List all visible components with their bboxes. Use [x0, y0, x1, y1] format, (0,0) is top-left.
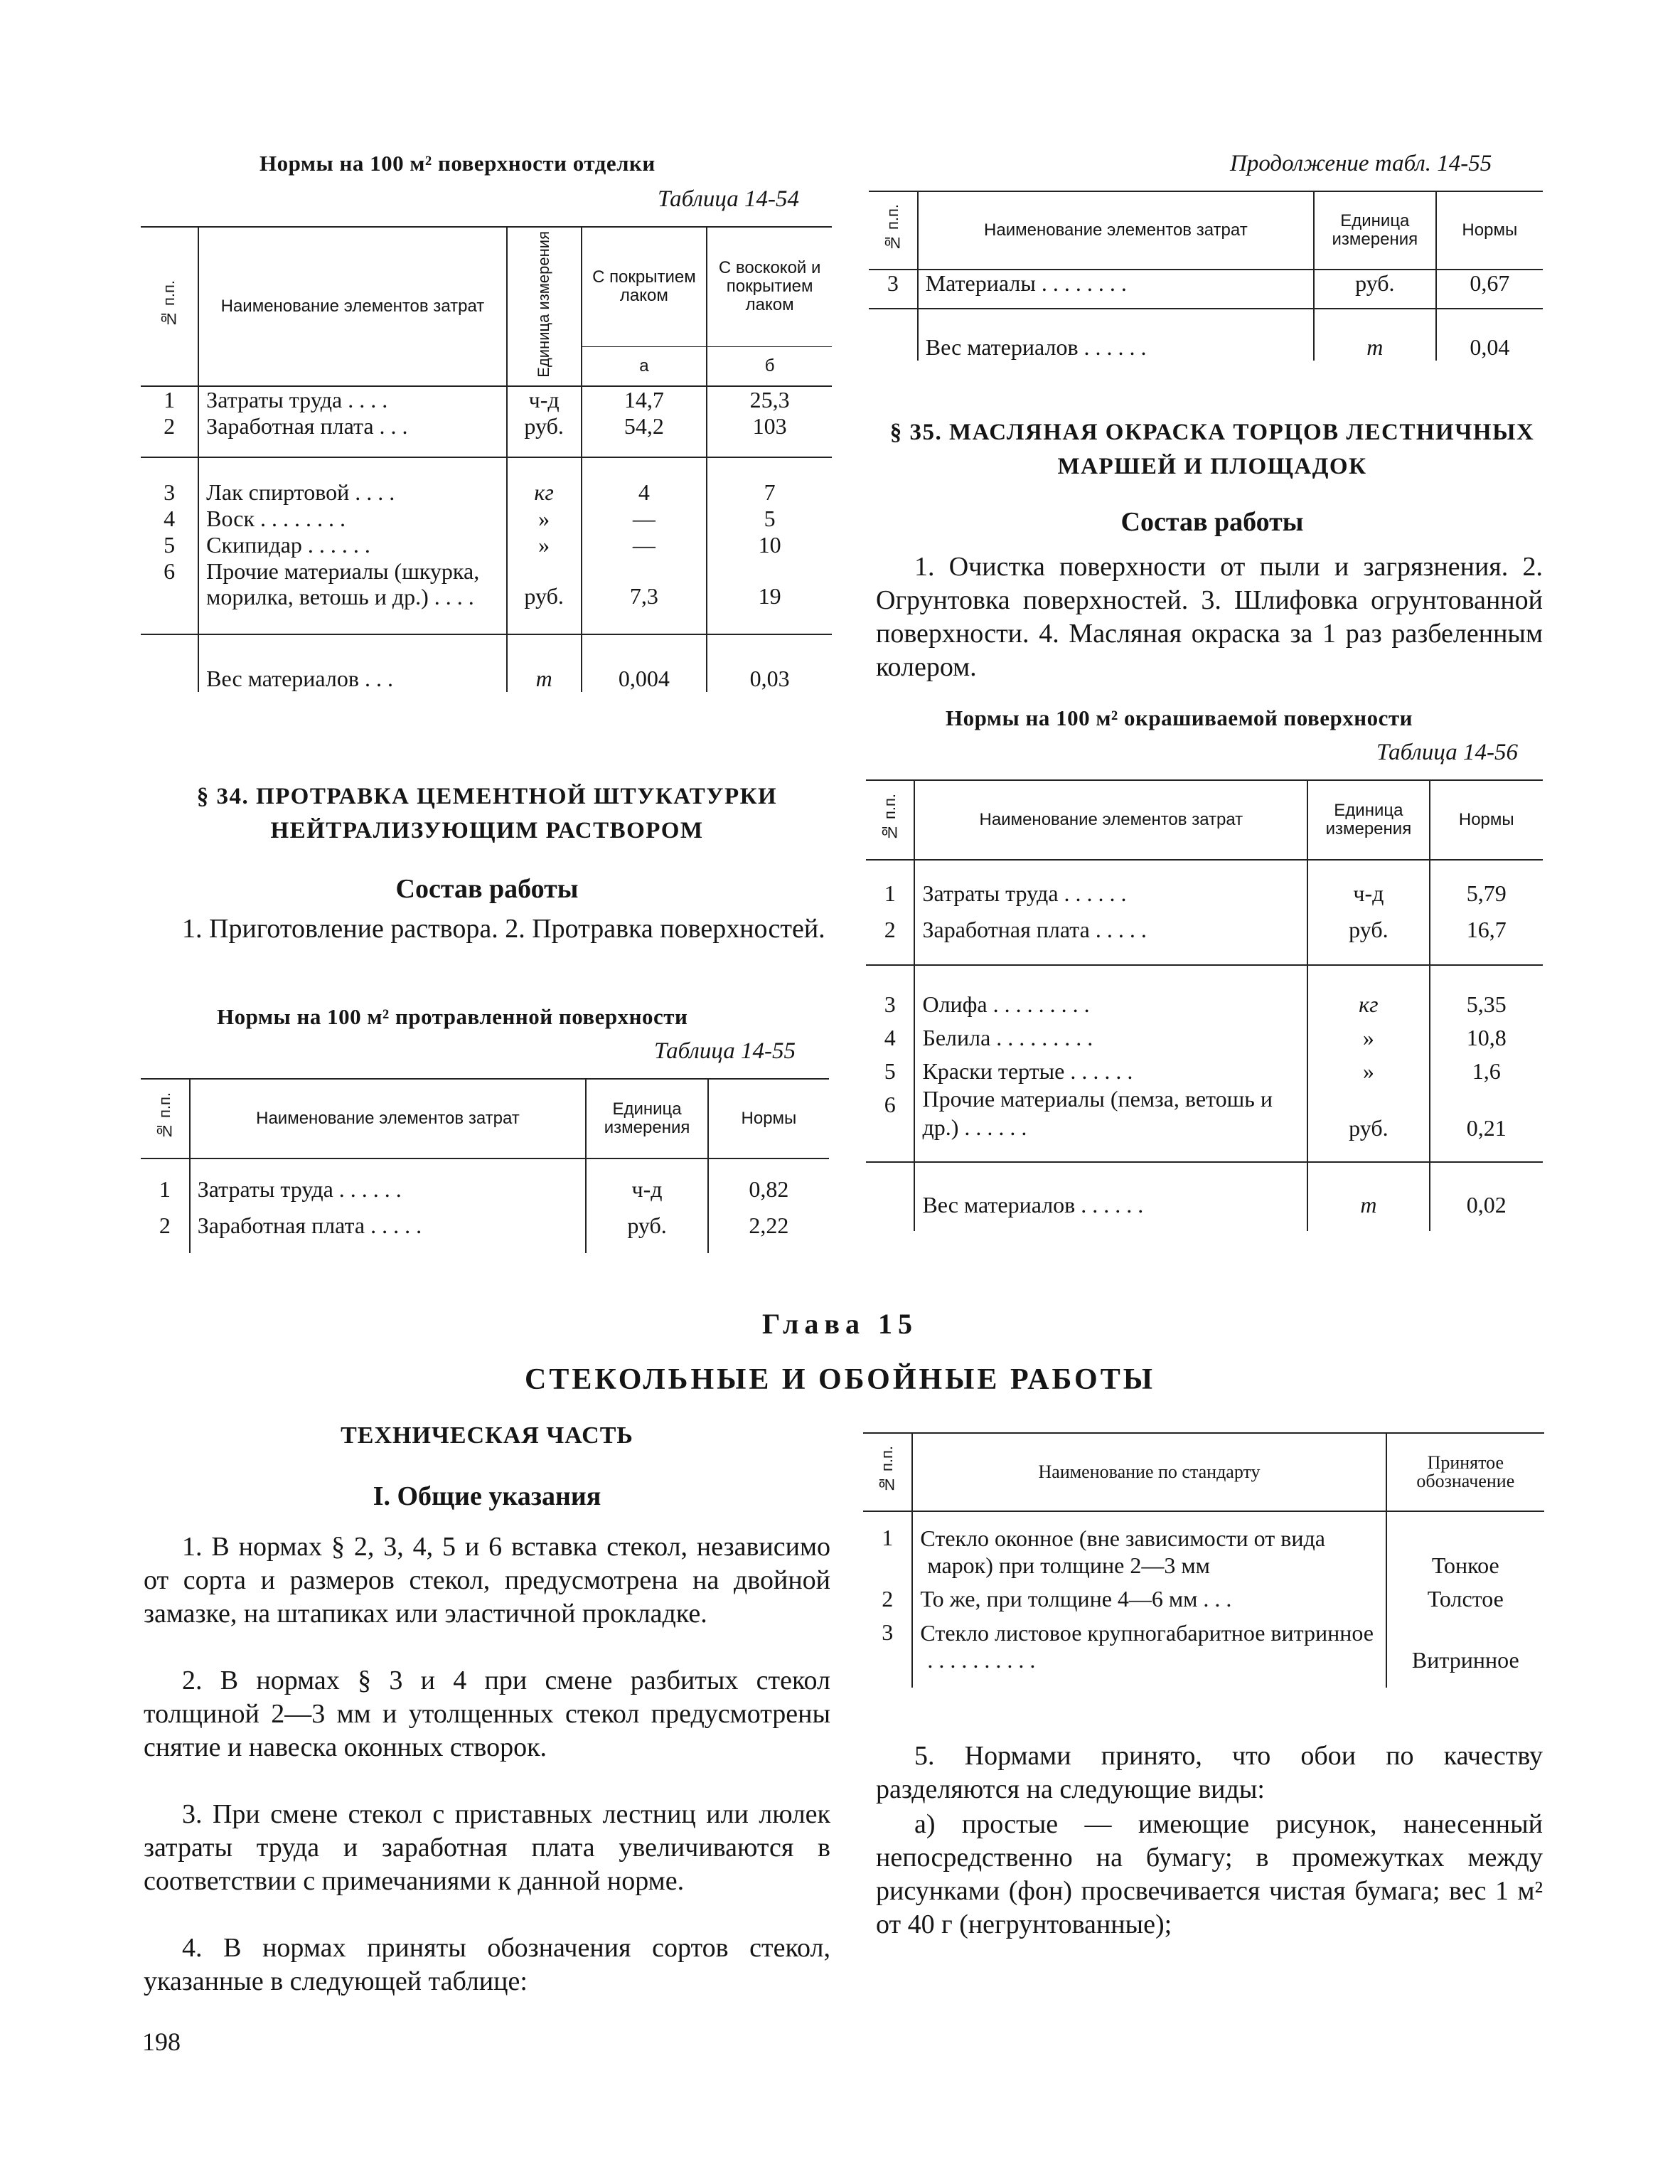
table-row-weight: Вес материалов . . . . . . т 0,02 — [866, 1162, 1543, 1231]
table-row: 5 Скипидар . . . . . . » — 10 — [141, 532, 832, 558]
t55-head-norm: Нормы — [708, 1079, 829, 1158]
table-row-weight: Вес материалов . . . . . . т 0,04 — [869, 309, 1543, 361]
paragraph-5a: а) простые — имеющие рисунок, нанесенный непосредственно на бумагу; в промежутках между рисунками (фон) просвечивается чистая бумага; вес 1 м² от 40 г (негрунтованные); — [876, 1809, 1543, 1939]
table-row: 3 Лак спиртовой . . . . кг 4 7 — [141, 457, 832, 506]
cont-head-num: № п.п. — [869, 191, 918, 270]
general-guidelines-heading: I. Общие указания — [373, 1481, 601, 1511]
t56-head-unit: Единица измерения — [1307, 780, 1429, 860]
t54-head-num: № п.п. — [141, 227, 198, 386]
table-row: 5 Краски тертые . . . . . . » 1,6 — [866, 1051, 1543, 1085]
table-row: 3 Олифа . . . . . . . . . кг 5,35 — [866, 965, 1543, 1018]
t56-head-norm: Нормы — [1430, 780, 1543, 860]
table-row: 4 Белила . . . . . . . . . » 10,8 — [866, 1018, 1543, 1051]
table-row: 4 Воск . . . . . . . . » — 5 — [141, 506, 832, 532]
section-35-sostav: Состав работы — [1120, 507, 1304, 537]
table-14-55 — [141, 1078, 829, 1253]
section-34-title: § 34. ПРОТРАВКА ЦЕМЕНТНОЙ ШТУКАТУРКИ НЕЙТРАЛИЗУЮЩИМ РАСТВОРОМ — [196, 784, 778, 843]
table-row: 6 Прочие материалы (пемза, ветошь и др.) . . . . . . руб. 0,21 — [866, 1085, 1543, 1162]
t54-caption: Нормы на 100 м² поверхности отделки — [260, 151, 656, 176]
section-35-title: § 35. МАСЛЯНАЯ ОКРАСКА ТОРЦОВ ЛЕСТНИЧНЫХ МАРШЕЙ И ПЛОЩАДОК — [889, 420, 1535, 479]
table-row: 6 Прочие материалы (шкурка, морилка, ветошь и др.) . . . . руб. 7,3 19 — [141, 558, 832, 634]
t54-sub-a: а — [582, 346, 707, 386]
t54-head-unit: Единица измерения — [507, 227, 582, 386]
paragraph-4: 4. В нормах приняты обозначения сортов стекол, указанные в следующей таблице: — [144, 1933, 830, 1996]
cont-head-norm: Нормы — [1436, 191, 1543, 270]
section-35-text: 1. Очистка поверхности от пыли и загрязнения. 2. Огрунтовка поверхностей. 3. Шлифовка огрунтованной поверхности. 4. Масляная окраска за 1 раз разбеленным колером. — [876, 552, 1543, 682]
cont-head-name: Наименование элементов затрат — [918, 191, 1314, 270]
chapter-label: Глава 15 — [762, 1308, 918, 1340]
table-row: 2 Заработная плата . . . руб. 54,2 103 — [141, 413, 832, 457]
technical-part-heading: ТЕХНИЧЕСКАЯ ЧАСТЬ — [341, 1422, 633, 1449]
table-row: 1 Стекло оконное (вне зависимости от вида марок) при толщине 2—3 мм Тонкое — [863, 1511, 1544, 1579]
chapter-title: СТЕКОЛЬНЫЕ И ОБОЙНЫЕ РАБОТЫ — [525, 1363, 1155, 1396]
table-row: 2 Заработная плата . . . . . руб. 16,7 — [866, 907, 1543, 965]
glass-designation-table — [863, 1432, 1544, 1688]
glass-head-num: № п.п. — [863, 1433, 912, 1511]
section-34-text: 1. Приготовление раствора. 2. Протравка поверхностей. — [182, 914, 825, 944]
table-row: 3 Материалы . . . . . . . . руб. 0,67 — [869, 270, 1543, 309]
t55-head-unit: Единица измерения — [586, 1079, 708, 1158]
t55-caption: Нормы на 100 м² протравленной поверхности — [217, 1004, 688, 1029]
t55-label: Таблица 14-55 — [654, 1038, 796, 1064]
table-14-56 — [866, 779, 1543, 1231]
table-row: 1 Затраты труда . . . . . . ч-д 5,79 — [866, 860, 1543, 907]
t56-caption: Нормы на 100 м² окрашиваемой поверхности — [946, 705, 1413, 730]
t54-head-name: Наименование элементов затрат — [198, 227, 507, 386]
paragraph-5: 5. Нормами принято, что обои по качеству разделяются на следующие виды: — [876, 1741, 1543, 1804]
t54-head-b: С воскокой и покрытием лаком — [707, 227, 832, 346]
table-14-55-continued — [869, 191, 1543, 361]
table-row: 3 Стекло листовое крупногабаритное витринное . . . . . . . . . . Витринное — [863, 1612, 1544, 1688]
t54-head-a: С покрытием лаком — [582, 227, 707, 346]
t55-head-num: № п.п. — [141, 1079, 190, 1158]
table-14-54 — [141, 226, 832, 692]
paragraph-1: 1. В нормах § 2, 3, 4, 5 и 6 вставка стекол, независимо от сорта и размеров стекол, предусмотрена на двойной замазке, на штапиках или эластичной прокладке. — [144, 1532, 830, 1629]
glass-head-desig: Принятое обозначение — [1386, 1433, 1544, 1511]
cont-head-unit: Единица измерения — [1314, 191, 1436, 270]
table-row: 2 Заработная плата . . . . . руб. 2,22 — [141, 1203, 829, 1253]
section-34-sostav: Состав работы — [395, 874, 579, 904]
table-row: 1 Затраты труда . . . . ч-д 14,7 25,3 — [141, 386, 832, 413]
t54-sub-b: б — [707, 346, 832, 386]
t54-label: Таблица 14-54 — [658, 186, 799, 212]
paragraph-3: 3. При смене стекол с приставных лестниц или люлек затраты труда и заработная плата увеличиваются в соответствии с примечаниями к данной норме. — [144, 1799, 830, 1896]
page-number: 198 — [142, 2028, 181, 2056]
t56-label: Таблица 14-56 — [1376, 740, 1518, 765]
table-row-weight: Вес материалов . . . т 0,004 0,03 — [141, 634, 832, 692]
table-row: 2 То же, при толщине 4—6 мм . . . Толстое — [863, 1579, 1544, 1612]
t56-head-name: Наименование элементов затрат — [914, 780, 1307, 860]
continuation-label: Продолжение табл. 14-55 — [1230, 151, 1492, 176]
t55-head-name: Наименование элементов затрат — [190, 1079, 586, 1158]
glass-head-name: Наименование по стандарту — [912, 1433, 1386, 1511]
table-row: 1 Затраты труда . . . . . . ч-д 0,82 — [141, 1158, 829, 1203]
t56-head-num: № п.п. — [866, 780, 914, 860]
paragraph-2: 2. В нормах § 3 и 4 при смене разбитых стекол толщиной 2—3 мм и утолщенных стекол предусмотрены снятие и навеска оконных створок. — [144, 1666, 830, 1762]
